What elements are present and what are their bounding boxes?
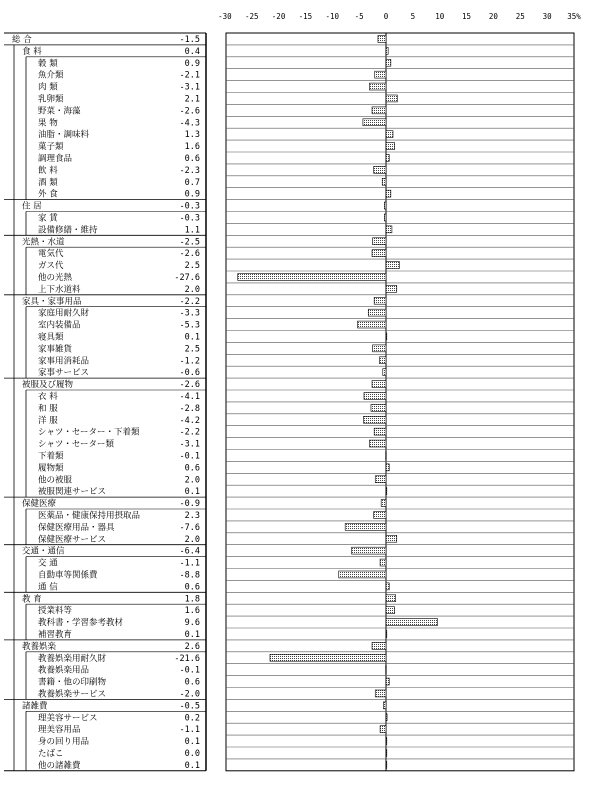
row-label: 電気代	[38, 249, 64, 260]
row-value: -1.5	[179, 34, 200, 45]
bar	[384, 214, 386, 221]
row-label: たばこ	[38, 748, 64, 759]
row-label: 履物類	[38, 463, 64, 474]
bar	[386, 59, 391, 66]
row-label: 家庭用耐久財	[38, 308, 90, 319]
bar	[386, 226, 392, 233]
row-value: 0.4	[184, 46, 200, 57]
row-value: 0.1	[184, 629, 200, 640]
row-label: 家事雑貨	[38, 344, 73, 355]
row-value: 1.3	[184, 130, 200, 141]
row-label: 肉 類	[38, 82, 58, 93]
row-label: 他の光熱	[38, 272, 73, 283]
row-value: -3.1	[179, 82, 200, 93]
row-label: 自動車等関係費	[38, 570, 98, 581]
row-label: 家事サービス	[38, 368, 90, 379]
bar	[383, 702, 386, 709]
row-value: 1.6	[184, 606, 200, 617]
bar	[371, 404, 386, 411]
bar	[378, 36, 386, 43]
row-label: 野菜・海藻	[38, 106, 81, 117]
bar	[363, 119, 386, 126]
x-tick-label: 20	[488, 12, 498, 21]
row-label: 設備修繕・維持	[38, 225, 98, 236]
row-value: 0.0	[184, 748, 200, 759]
bar	[385, 452, 386, 459]
row-value: -2.6	[179, 249, 200, 260]
bar	[382, 178, 386, 185]
row-label: 他の諸雑費	[38, 760, 81, 771]
row-label: シャツ・セーター類	[38, 439, 114, 450]
row-value: 1.8	[184, 594, 200, 605]
bar	[375, 476, 386, 483]
bar	[364, 393, 386, 400]
bar	[374, 428, 386, 435]
row-label: 家事用消耗品	[38, 356, 90, 367]
row-label: 理美容用品	[38, 725, 81, 736]
row-label: 書籍・他の印刷物	[38, 677, 107, 688]
row-label: 被服及び履物	[22, 380, 74, 391]
row-value: -0.5	[179, 701, 200, 712]
row-label: 保健医療サービス	[38, 534, 107, 545]
row-value: -0.1	[179, 451, 200, 462]
row-value: 1.6	[184, 142, 200, 153]
row-label: 交通・通信	[22, 546, 65, 557]
row-label: 和 服	[38, 403, 58, 414]
row-label: 住 居	[22, 201, 42, 212]
bar	[383, 369, 386, 376]
bar	[369, 440, 386, 447]
bar	[380, 357, 386, 364]
row-value: 0.1	[184, 760, 200, 771]
row-label: 教養娯楽サービス	[38, 689, 107, 700]
bar	[386, 333, 387, 340]
x-tick-label: -15	[298, 12, 313, 21]
bar	[386, 95, 397, 102]
row-label: 教養娯楽	[22, 641, 57, 652]
row-value: 2.5	[184, 261, 200, 272]
row-value: -8.8	[179, 570, 200, 581]
category-table	[4, 34, 206, 771]
row-value: -7.6	[179, 522, 200, 533]
row-label: 被服関連サービス	[38, 487, 107, 498]
row-label: 他の被服	[38, 475, 73, 486]
row-label: 酒 類	[38, 177, 58, 188]
row-value: -21.6	[174, 653, 200, 664]
bar	[386, 535, 397, 542]
row-label: シャツ・セーター・下着類	[38, 427, 140, 438]
bar	[372, 381, 386, 388]
row-value: -2.6	[179, 106, 200, 117]
row-label: 光熱・水道	[22, 237, 65, 248]
bar	[373, 238, 386, 245]
bar	[373, 345, 386, 352]
bar	[369, 83, 386, 90]
row-label: 調理食品	[38, 153, 73, 164]
row-value: 0.9	[184, 58, 200, 69]
x-tick-label: -5	[354, 12, 364, 21]
bar	[339, 571, 386, 578]
bar	[386, 262, 399, 269]
row-label: 乳卵類	[38, 94, 64, 105]
row-value: 0.6	[184, 582, 200, 593]
bar	[386, 155, 389, 162]
row-value: -2.3	[179, 165, 200, 176]
row-value: -0.6	[179, 368, 200, 379]
row-label: 教科書・学習参考教材	[38, 618, 124, 629]
row-value: 0.1	[184, 737, 200, 748]
x-tick-label: 10	[435, 12, 445, 21]
bar	[386, 678, 389, 685]
bar	[386, 761, 387, 768]
row-value: 0.9	[184, 189, 200, 200]
row-value: -27.6	[174, 272, 200, 283]
row-label: 教養娯楽用品	[38, 665, 90, 676]
row-value: 0.7	[184, 177, 200, 188]
row-label: 保健医療用品・器具	[38, 522, 115, 533]
row-label: 理美容サービス	[38, 713, 98, 724]
bar	[386, 738, 387, 745]
row-label: 通 信	[38, 582, 58, 593]
x-tick-label: -25	[244, 12, 259, 21]
row-label: 諸雑費	[22, 701, 48, 712]
bar	[386, 750, 387, 757]
x-tick-label: 15	[462, 12, 472, 21]
row-value: 0.1	[184, 332, 200, 343]
row-value: 2.5	[184, 344, 200, 355]
row-value: 0.1	[184, 487, 200, 498]
row-value: -2.0	[179, 689, 200, 700]
bar	[386, 190, 391, 197]
row-label: 油脂・調味料	[38, 130, 90, 141]
gridlines	[226, 45, 574, 759]
bar	[380, 559, 386, 566]
row-value: -6.4	[179, 546, 200, 557]
row-label: 保健医療	[22, 499, 57, 510]
x-tick-label: 35%	[567, 12, 581, 21]
row-label: 菓子類	[38, 142, 64, 153]
row-label: 教 育	[22, 594, 42, 605]
row-value: -5.3	[179, 320, 200, 331]
bar	[381, 500, 386, 507]
bar	[386, 607, 395, 614]
row-label: 衣 料	[38, 391, 58, 402]
bar	[375, 71, 386, 78]
row-label: 総 合	[12, 34, 32, 45]
bar	[386, 47, 388, 54]
row-label: 穀 類	[38, 58, 58, 69]
row-label: 飲 料	[38, 165, 58, 176]
row-label: 授業料等	[38, 606, 73, 617]
x-tick-label: -20	[271, 12, 286, 21]
row-label: ガス代	[38, 261, 64, 272]
x-tick-label: -10	[325, 12, 340, 21]
row-value: -4.2	[179, 415, 200, 426]
bar	[372, 642, 386, 649]
bar	[372, 250, 386, 257]
bar	[375, 690, 386, 697]
bar	[386, 464, 389, 471]
row-value: -2.1	[179, 70, 200, 81]
bar	[374, 512, 386, 519]
row-value: 2.1	[184, 94, 200, 105]
bar	[386, 131, 393, 138]
bar	[385, 666, 386, 673]
row-value: -1.1	[179, 725, 200, 736]
row-value: -1.2	[179, 356, 200, 367]
row-value: -2.2	[179, 427, 200, 438]
row-value: -2.8	[179, 403, 200, 414]
bar	[386, 143, 395, 150]
row-label: 家具・家事用品	[22, 296, 82, 307]
row-value: 0.2	[184, 713, 200, 724]
row-label: 果 物	[38, 118, 58, 129]
bar	[368, 309, 386, 316]
bar	[380, 726, 386, 733]
row-label: 寝具類	[38, 332, 64, 343]
row-label: 家 賃	[38, 213, 58, 224]
bar	[352, 547, 386, 554]
bar	[384, 202, 386, 209]
row-label: 魚介類	[38, 70, 64, 81]
bar	[386, 488, 387, 495]
row-label: 外 食	[38, 189, 58, 200]
row-value: 0.6	[184, 677, 200, 688]
bar	[386, 595, 396, 602]
row-value: -0.3	[179, 213, 200, 224]
row-value: -2.6	[179, 380, 200, 391]
bar	[374, 297, 386, 304]
bar	[345, 523, 386, 530]
x-tick-label: 30	[542, 12, 552, 21]
x-axis-ticks	[218, 12, 581, 21]
row-value: 1.1	[184, 225, 200, 236]
row-label: 交 通	[38, 558, 58, 569]
row-value: 2.3	[184, 510, 200, 521]
row-value: -2.5	[179, 237, 200, 248]
row-value: -2.2	[179, 296, 200, 307]
x-tick-label: 5	[410, 12, 416, 21]
x-tick-label: 0	[383, 12, 389, 21]
row-label: 室内装備品	[38, 320, 81, 331]
bar	[372, 107, 386, 114]
row-value: -1.1	[179, 558, 200, 569]
row-value: 2.0	[184, 534, 200, 545]
row-value: 2.6	[184, 641, 200, 652]
row-label: 医薬品・健康保持用摂取品	[38, 510, 141, 521]
row-label: 洋 服	[38, 415, 58, 426]
row-value: 2.0	[184, 284, 200, 295]
bar	[386, 714, 387, 721]
row-label: 上下水道料	[38, 284, 81, 295]
row-value: -0.9	[179, 499, 200, 510]
bar	[238, 274, 386, 281]
bar	[363, 416, 386, 423]
row-value: 2.0	[184, 475, 200, 486]
row-value: -0.1	[179, 665, 200, 676]
bar	[386, 583, 389, 590]
bar	[386, 619, 438, 626]
bar	[386, 631, 387, 638]
row-value: -3.1	[179, 439, 200, 450]
row-label: 食 料	[22, 46, 42, 57]
bar	[386, 285, 397, 292]
row-value: -4.1	[179, 391, 200, 402]
bar	[270, 654, 386, 661]
row-value: 0.6	[184, 463, 200, 474]
x-tick-label: 25	[515, 12, 525, 21]
row-label: 身の回り用品	[38, 737, 90, 748]
row-value: 9.6	[184, 618, 200, 629]
row-label: 下着類	[38, 451, 64, 462]
row-value: -3.3	[179, 308, 200, 319]
row-value: 0.6	[184, 153, 200, 164]
row-label: 教養娯楽用耐久財	[38, 653, 107, 664]
bar	[358, 321, 386, 328]
row-value: -0.3	[179, 201, 200, 212]
x-tick-label: -30	[218, 12, 232, 21]
bar	[374, 166, 386, 173]
row-label: 補習教育	[38, 629, 73, 640]
row-value: -4.3	[179, 118, 200, 129]
